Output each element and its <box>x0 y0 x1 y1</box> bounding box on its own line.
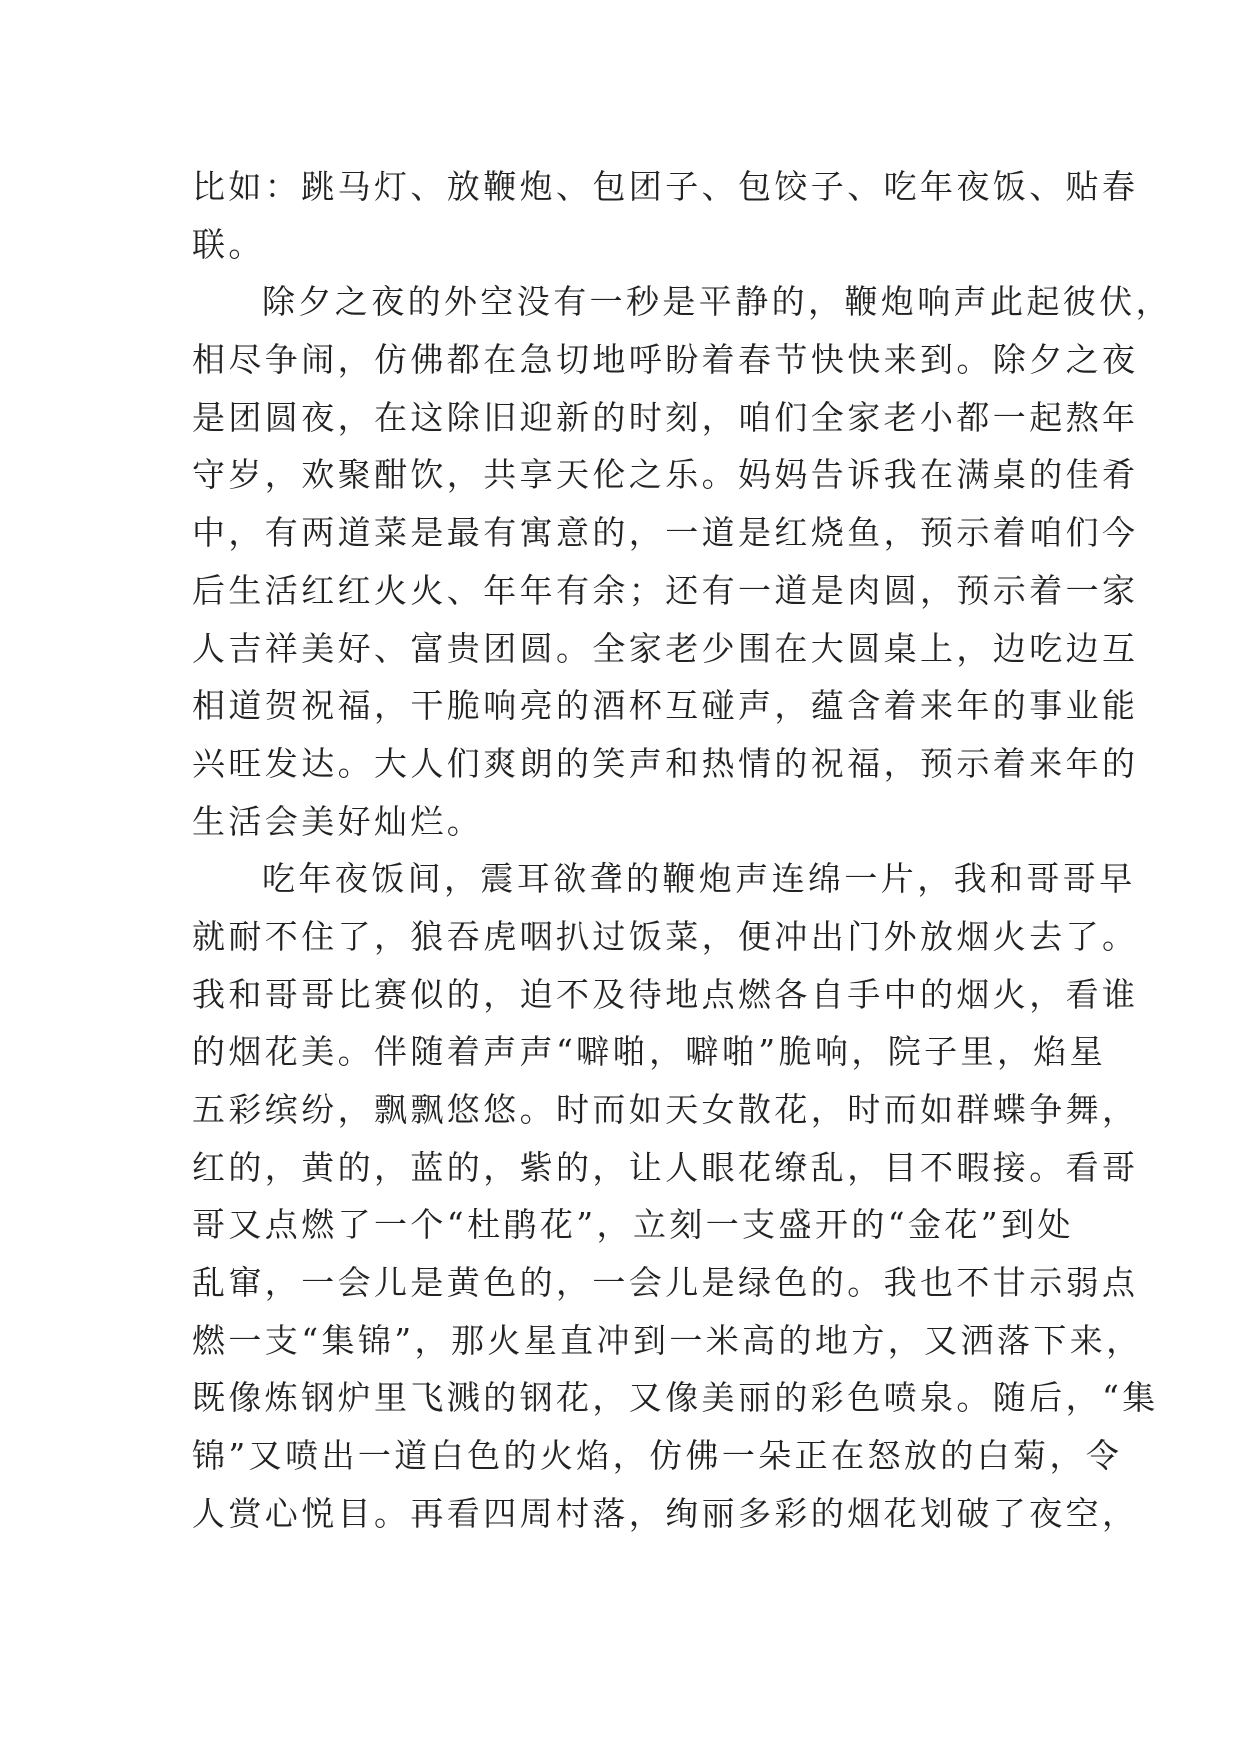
text-line: 乱窜，一会儿是黄色的，一会儿是绿色的。我也不甘示弱点 <box>192 1263 1139 1303</box>
text-line: 就耐不住了，狼吞虎咽扒过饭菜，便冲出门外放烟火去了。 <box>192 916 1139 956</box>
text-line: 人吉祥美好、富贵团圆。全家老少围在大圆桌上，边吃边互 <box>192 628 1139 668</box>
text-line: 生活会美好灿烂。 <box>192 801 484 841</box>
text-line: 后生活红红火火、年年有余；还有一道是肉圆，预示着一家 <box>192 570 1139 610</box>
paragraph-start-line: 吃年夜饭间，震耳欲聋的鞭炮声连绵一片，我和哥哥早 <box>262 859 1136 899</box>
paragraph-start-line: 除夕之夜的外空没有一秒是平静的，鞭炮响声此起彼伏， <box>262 282 1172 322</box>
text-line: 五彩缤纷，飘飘悠悠。时而如天女散花，时而如群蝶争舞， <box>192 1090 1139 1129</box>
text-line: 中，有两道菜是最有寓意的，一道是红烧鱼，预示着咱们今 <box>192 513 1139 553</box>
text-line: 哥又点燃了一个“杜鹃花”，立刻一支盛开的“金花”到处 <box>192 1205 1074 1245</box>
text-line: 守岁，欢聚酣饮，共享天伦之乐。妈妈告诉我在满桌的佳肴 <box>192 455 1139 495</box>
text-line: 我和哥哥比赛似的，迫不及待地点燃各自手中的烟火，看谁 <box>192 974 1139 1014</box>
text-line: 既像炼钢炉里飞溅的钢花，又像美丽的彩色喷泉。随后，“集 <box>192 1378 1159 1418</box>
text-line: 相尽争闹，仿佛都在急切地呼盼着春节快快来到。除夕之夜 <box>192 340 1139 380</box>
text-line: 联。 <box>192 224 265 264</box>
text-line: 锦”又喷出一道白色的火焰，仿佛一朵正在怒放的白菊，令 <box>192 1436 1123 1476</box>
body-text <box>192 158 1172 1543</box>
text-line: 兴旺发达。大人们爽朗的笑声和热情的祝福，预示着来年的 <box>192 743 1139 783</box>
text-line: 人赏心悦目。再看四周村落，绚丽多彩的烟花划破了夜空， <box>192 1493 1139 1533</box>
text-line: 红的，黄的，蓝的，紫的，让人眼花缭乱，目不暇接。看哥 <box>192 1147 1139 1187</box>
text-line: 是团圆夜，在这除旧迎新的时刻，咱们全家老小都一起熬年 <box>192 397 1139 437</box>
text-line: 燃一支“集锦”，那火星直冲到一米高的地方，又洒落下来， <box>192 1320 1143 1360</box>
text-line: 的烟花美。伴随着声声“噼啪，噼啪”脆响，院子里，焰星 <box>192 1032 1107 1072</box>
text-line: 比如：跳马灯、放鞭炮、包团子、包饺子、吃年夜饭、贴春 <box>192 167 1139 206</box>
text-line: 相道贺祝福，干脆响亮的酒杯互碰声，蕴含着来年的事业能 <box>192 686 1139 726</box>
